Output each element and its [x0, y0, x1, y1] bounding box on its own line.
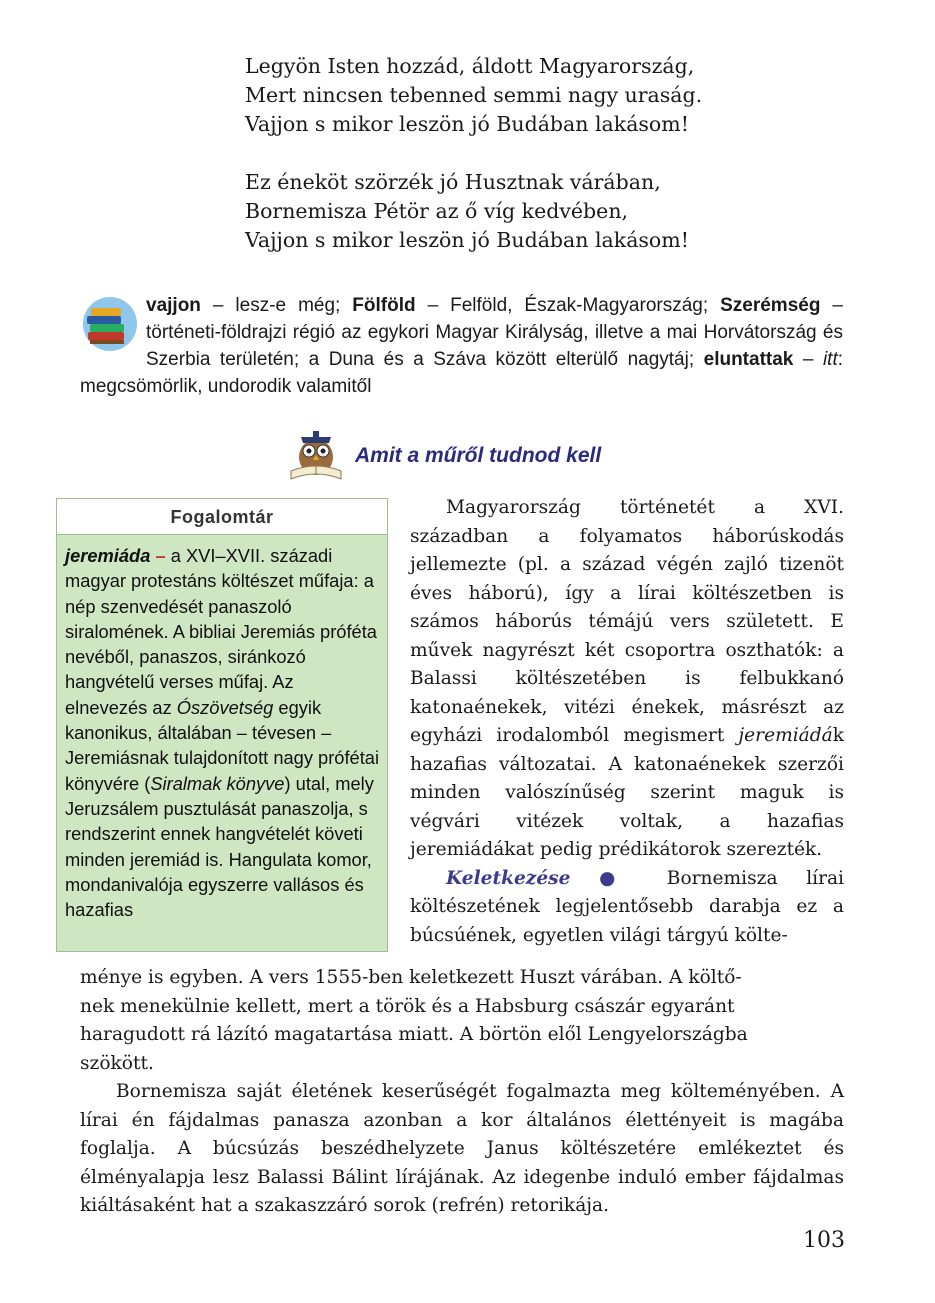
poem: [245, 52, 702, 284]
paragraph-italic: jeremiádá: [738, 725, 833, 746]
poem-stanza-1: [245, 52, 702, 139]
paragraph-history: [410, 494, 844, 865]
gloss-term: Fölföld: [352, 295, 416, 316]
gloss-definition: – lesz-e még;: [200, 295, 353, 316]
gloss-definition: – Felföld, Észak-Magyarország;: [415, 295, 721, 316]
poem-line: Ez éneköt szörzék jó Husztnak várában,: [245, 170, 661, 194]
paragraph-text: Bornemisza lírai költészetének legjelentősebb darabja ez a búcsúének, egyetlen világi tárgyú költe-: [410, 867, 845, 946]
paragraph-text: Magyarország történetét a XVI. században a folyamatos háborúskodás jellemezte (pl. a század végén zajló tizenöt éves háború), így a lírai költészetben is számos háborús témájú vers született. E művek nagyrészt két csoportra oszthatók: a Balassi költészetében is felbukkanó katonaénekek, vitézi énekek, másrészt az egyházi irodalomból megismert: [410, 497, 844, 746]
gloss-italic: itt: [822, 349, 838, 370]
section-title: Amit a műről tudnod kell: [355, 444, 602, 467]
full-width-text: [80, 964, 844, 1221]
fogalomtar-title: Fogalomtár: [57, 499, 387, 535]
paragraph-bitterness: Bornemisza saját életének keserűségét fogalmazta meg költeményében. A lírai én fájdalmas panasza azonban a kor általános élettényeit is magába foglalja. A búcsúzás beszédhelyzete Janus költészetére emlékeztet és élményalapja lesz Balassi Bálint lírájának. Az idegenbe induló ember fájdalmas kiáltásaként hat a szakaszzáró sorok (refrén) retorikája.: [80, 1081, 844, 1216]
fogalomtar-italic: Ószövetség: [176, 696, 274, 718]
gloss-definition: : megcsömörlik, undorodik valamitől: [80, 349, 844, 397]
text-line: ménye is egyben. A vers 1555-ben keletkezett Huszt várában. A költő-: [80, 967, 742, 988]
main-text-column: [410, 494, 844, 950]
fogalomtar-box: [56, 498, 388, 952]
fogalomtar-body: [57, 535, 387, 922]
gloss-definition: –: [793, 349, 823, 370]
poem-line: Vajjon s mikor leszön jó Budában lakásom!: [245, 112, 689, 136]
gloss-term: Szerémség: [720, 295, 821, 316]
bullet-icon: ●: [570, 867, 667, 889]
gloss-definition: – történeti-földrajzi régió az egykori Magyar Királyság, illetve a mai Horvátország és Szerbia területén; a Duna és a Száva között elterülő nagytáj;: [146, 295, 843, 370]
poem-line: Vajjon s mikor leszön jó Budában lakásom!: [245, 228, 689, 252]
poem-line: Mert nincsen tebenned semmi nagy uraság.: [245, 83, 703, 107]
fogalomtar-dash: –: [150, 545, 171, 566]
gloss-term: eluntattak: [703, 349, 794, 370]
poem-stanza-2: [245, 168, 702, 255]
books-icon: [78, 294, 138, 354]
fogalomtar-italic: Siralmak könyve: [150, 772, 285, 794]
paragraph-text: k hazafias változatai. A katonaénekek szerzői minden valószínűség szerint maguk is végvári vitézek voltak, a hazafias jeremiádákat pedig prédikátorok szerezték.: [410, 725, 844, 860]
glossary-note: [80, 292, 843, 400]
section-heading: [285, 426, 601, 486]
fogalomtar-text: egyik kanonikus, általában – tévesen – Jeremiásnak tulajdonított nagy prófétai könyvére (: [65, 696, 380, 794]
text-line: szökött.: [80, 1052, 154, 1074]
paragraph-origin-continued: [80, 964, 844, 1078]
poem-line: Legyön Isten hozzád, áldott Magyarország,: [245, 54, 695, 78]
gloss-term: vajjon: [146, 295, 201, 316]
text-line: nek menekülnie kellett, mert a török és a Habsburg császár egyaránt: [80, 995, 735, 1017]
fogalomtar-text: ) utal, mely Jeruzsálem pusztulását panaszolja, s rendszerint ennek hangvételét követi minden jeremiád is. Hangulata komor, mondanivalója egyszerre vallásos és hazafias: [65, 772, 374, 921]
page-number: 103: [803, 1228, 845, 1253]
fogalomtar-text: a XVI–XVII. századi magyar protestáns költészet műfaja: a nép szenvedését panaszoló siralomének. A bibliai Jeremiás próféta nevéből, panaszos, siránkozó hangvételű verses műfaj. Az elnevezés az: [65, 545, 377, 718]
keyword-keletkezese: Keletkezése: [446, 867, 571, 889]
text-line: haragudott rá lázító magatartása miatt. A börtön elől Lengyelországba: [80, 1024, 748, 1045]
owl-reading-icon: [285, 427, 347, 485]
poem-line: Bornemisza Pétör az ő víg kedvében,: [245, 199, 629, 223]
fogalomtar-term: jeremiáda: [65, 545, 151, 566]
paragraph-origin: [410, 865, 844, 951]
